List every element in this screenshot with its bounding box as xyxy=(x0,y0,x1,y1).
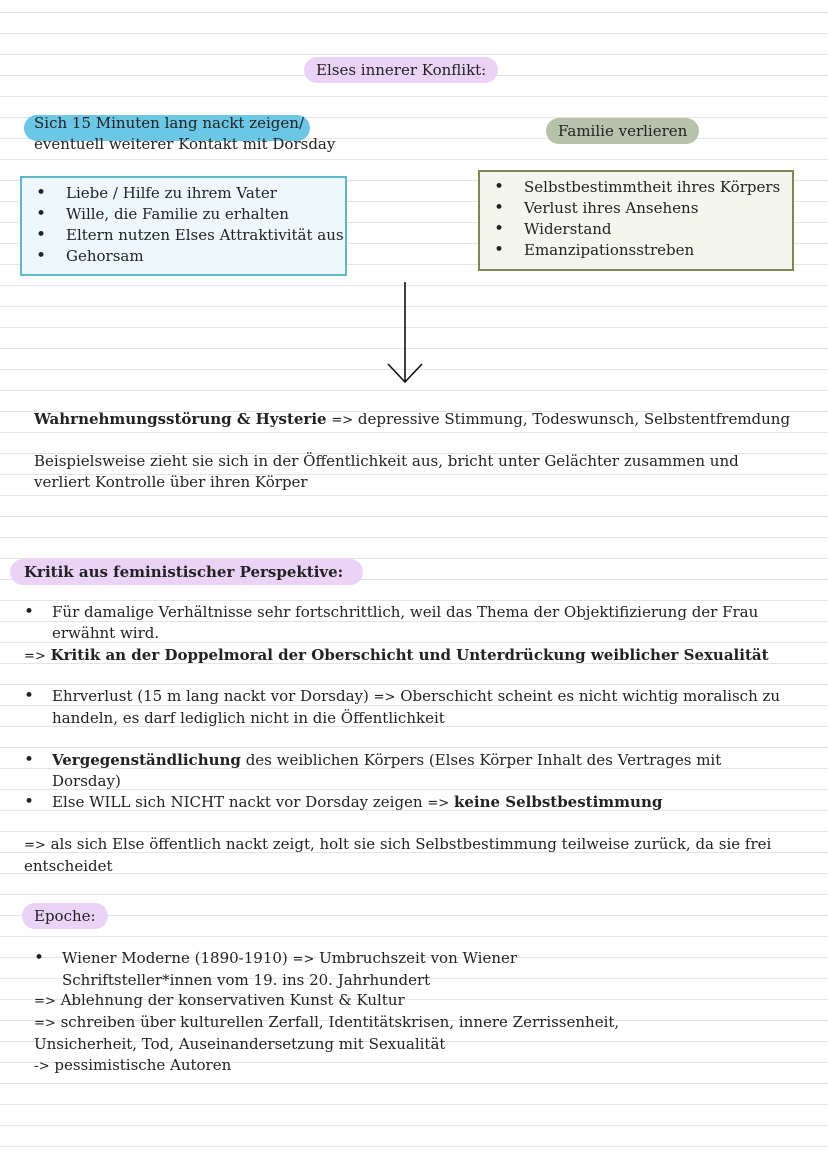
list-item: • Widerstand xyxy=(480,219,792,240)
result-arrow: => xyxy=(331,413,354,428)
bullet-dot: • xyxy=(24,686,35,706)
result-line xyxy=(34,409,814,431)
right-option-box xyxy=(478,170,794,271)
epoch-l2-rest: schreiben über kulturellen Zerfall, Identitätskrisen, innere Zerrissenheit, xyxy=(60,1013,620,1031)
left-option-line1: Sich 15 Minuten lang nackt zeigen/ xyxy=(34,114,304,132)
critique-b4-bold: keine Selbstbestimmung xyxy=(453,793,663,811)
critique-bullet-4 xyxy=(52,792,792,814)
arrow-symbol: => xyxy=(24,838,46,853)
left-option-box xyxy=(20,176,347,276)
critique-b3-line1 xyxy=(52,750,792,771)
left-option-line2: eventuell weiterer Kontakt mit Dorsday xyxy=(34,135,336,153)
critique-bullet-3 xyxy=(52,750,792,792)
result-bold: Wahrnehmungsstörung & Hysterie xyxy=(34,410,327,428)
epoch-line-4 xyxy=(34,1055,814,1077)
arrow-symbol: => xyxy=(292,952,315,967)
list-item: • Emanzipationsstreben xyxy=(480,240,792,261)
critique-bullet-1 xyxy=(52,602,792,644)
critique-b1-line2: erwähnt wird. xyxy=(52,624,160,642)
epoch-line-2 xyxy=(34,1012,814,1034)
bullet-dot: • xyxy=(24,792,35,812)
critique-b4-start: Else WILL sich NICHT nackt vor Dorsday zeigen xyxy=(52,793,423,811)
critique-b2-line2: handeln, es darf lediglich nicht in die Öffentlichkeit xyxy=(52,709,445,727)
left-option-label xyxy=(34,113,335,155)
critique-c2-line2: entscheidet xyxy=(24,857,113,875)
critique-b2-start: Ehrverlust (15 m lang nackt vor Dorsday) xyxy=(52,687,369,705)
result-example-line1: Beispielsweise zieht sie sich in der Öffentlichkeit aus, bricht unter Gelächter zusammen und xyxy=(34,452,739,470)
epoch-bullet-1 xyxy=(62,948,802,991)
critique-b1-line1: Für damalige Verhältnisse sehr fortschrittlich, weil das Thema der Objektifizierung der Frau xyxy=(52,603,759,621)
list-item: • Verlust ihres Ansehens xyxy=(480,198,792,219)
arrow-symbol: => xyxy=(427,796,450,811)
epoch-b1-line2: Schriftsteller*innen vom 19. ins 20. Jahrhundert xyxy=(62,971,431,989)
epoch-line-1 xyxy=(34,990,814,1012)
epoch-b1-rest: Umbruchszeit von Wiener xyxy=(319,949,518,967)
arrow-symbol: => xyxy=(373,690,396,705)
epoch-notes xyxy=(34,990,814,1077)
critique-conclusion-1 xyxy=(24,645,814,667)
epoch-b1-line1 xyxy=(62,948,802,970)
bullet-dot: • xyxy=(34,948,45,968)
critique-bullet-2 xyxy=(52,686,792,729)
epoch-l4-rest: pessimistische Autoren xyxy=(54,1056,232,1074)
arrow-symbol: => xyxy=(34,994,56,1009)
list-item: • Eltern nutzen Elses Attraktivität aus xyxy=(22,225,345,246)
list-item: • Gehorsam xyxy=(22,246,345,267)
critique-conclusion-2 xyxy=(24,834,814,877)
bullet-dot: • xyxy=(24,602,35,622)
epoch-line-3: Unsicherheit, Tod, Auseinandersetzung mit Sexualität xyxy=(34,1035,446,1053)
epoch-b1-start: Wiener Moderne (1890-1910) xyxy=(62,949,288,967)
critique-c2-rest: als sich Else öffentlich nackt zeigt, holt sie sich Selbstbestimmung teilweise zurück, da sie frei xyxy=(50,835,772,853)
list-item: • Liebe / Hilfe zu ihrem Vater xyxy=(22,183,345,204)
left-option-list xyxy=(22,183,345,267)
critique-c1-bold: Kritik an der Doppelmoral der Oberschicht und Unterdrückung weiblicher Sexualität xyxy=(50,646,769,664)
critique-b3-line2: Dorsday) xyxy=(52,772,121,790)
arrow-symbol: -> xyxy=(34,1059,50,1074)
arrow-symbol: => xyxy=(34,1016,56,1031)
down-arrow-icon xyxy=(385,280,425,388)
bullet-dot: • xyxy=(24,750,35,770)
right-option-list xyxy=(480,177,792,261)
critique-b3-bold: Vergegenständlichung xyxy=(52,751,241,769)
critique-b3-rest: des weiblichen Körpers (Elses Körper Inhalt des Vertrages mit xyxy=(245,751,722,769)
critique-b2-rest: Oberschicht scheint es nicht wichtig moralisch zu xyxy=(400,687,781,705)
page-title: Elses innerer Konflikt: xyxy=(304,57,498,83)
epoch-l1-rest: Ablehnung der konservativen Kunst & Kultur xyxy=(60,991,405,1009)
result-example-line2: verliert Kontrolle über ihren Körper xyxy=(34,473,308,491)
arrow-symbol: => xyxy=(24,649,46,664)
critique-heading: Kritik aus feministischer Perspektive: xyxy=(10,559,363,585)
right-option-label: Familie verlieren xyxy=(546,118,699,144)
list-item: • Selbstbestimmtheit ihres Körpers xyxy=(480,177,792,198)
critique-c2-line1 xyxy=(24,834,814,856)
list-item: • Wille, die Familie zu erhalten xyxy=(22,204,345,225)
critique-b2-line1 xyxy=(52,686,792,708)
result-example xyxy=(34,451,814,493)
result-rest: depressive Stimmung, Todeswunsch, Selbstentfremdung xyxy=(357,410,791,428)
epoch-heading: Epoche: xyxy=(22,903,108,929)
